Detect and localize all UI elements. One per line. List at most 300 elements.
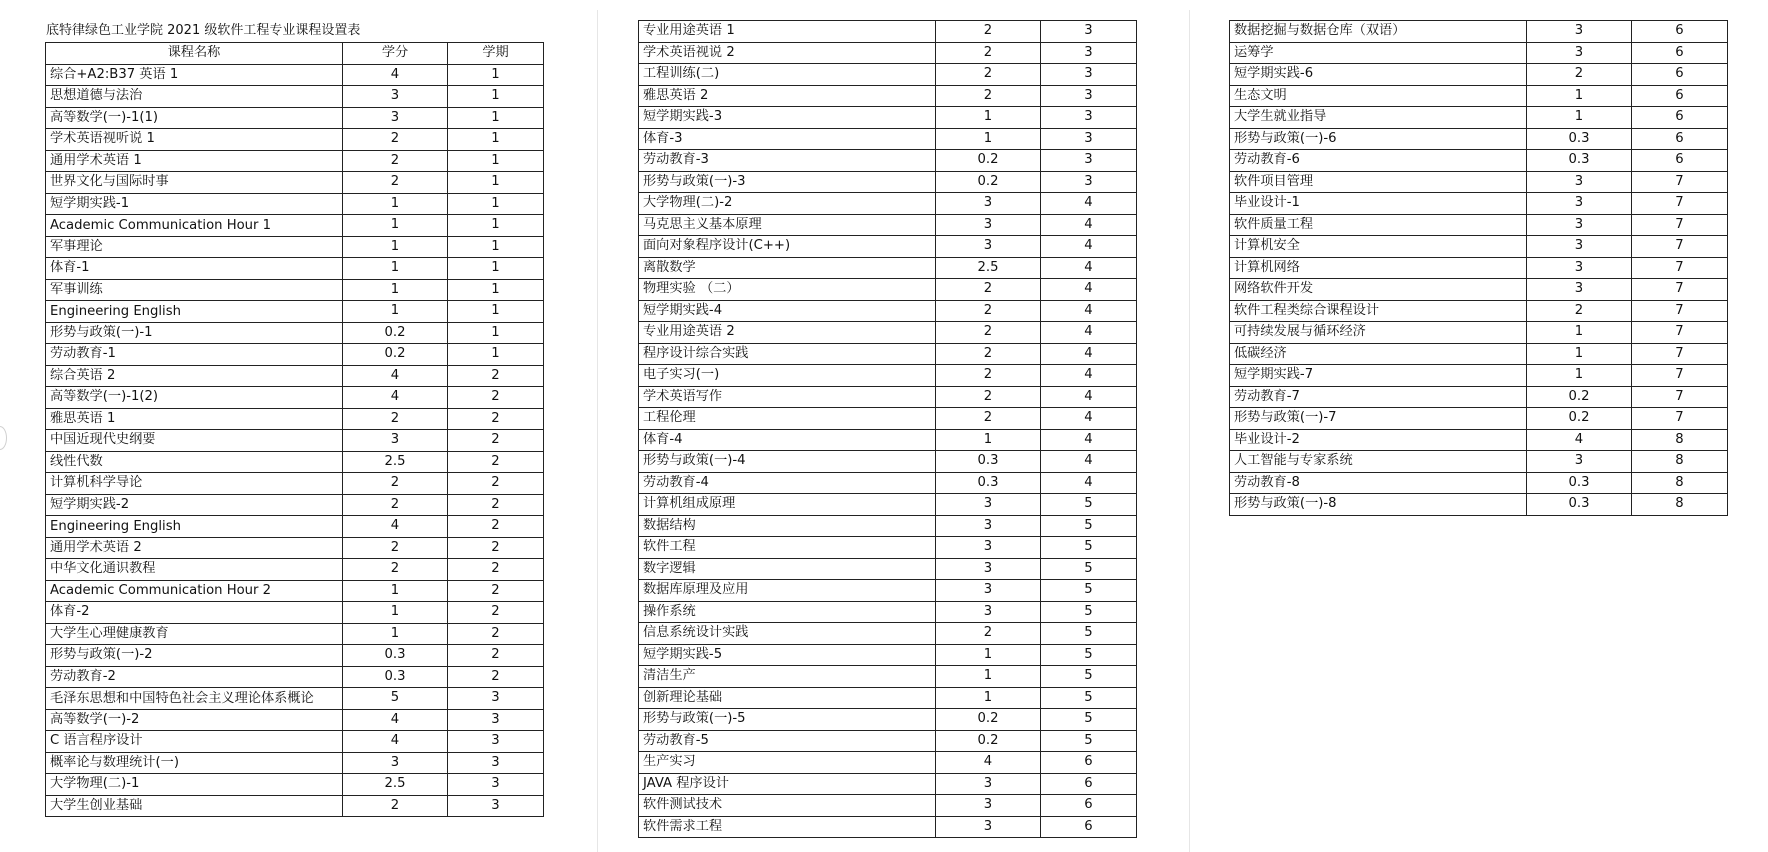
credit-cell: 3	[343, 86, 448, 108]
semester-cell: 7	[1632, 257, 1728, 279]
semester-cell: 4	[1041, 408, 1137, 430]
semester-cell: 3	[448, 709, 544, 731]
table-row	[639, 687, 1137, 709]
course-name-cell: 短学期实践-4	[639, 300, 936, 322]
table-row	[1230, 472, 1728, 494]
course-table-part-1	[45, 42, 544, 817]
credit-cell: 3	[936, 236, 1041, 258]
credit-cell: 2	[936, 21, 1041, 43]
course-name-cell: 体育-4	[639, 429, 936, 451]
semester-cell: 5	[1041, 730, 1137, 752]
table-row	[1230, 107, 1728, 129]
table-row	[1230, 21, 1728, 43]
credit-cell: 2	[1527, 300, 1632, 322]
credit-cell: 3	[936, 558, 1041, 580]
credit-cell: 3	[936, 537, 1041, 559]
table-row	[639, 150, 1137, 172]
semester-cell: 2	[448, 537, 544, 559]
semester-cell: 5	[1041, 709, 1137, 731]
credit-cell: 4	[343, 365, 448, 387]
semester-cell: 1	[448, 236, 544, 258]
table-row	[46, 731, 544, 753]
semester-cell: 7	[1632, 365, 1728, 387]
course-name-cell: 运筹学	[1230, 42, 1527, 64]
course-name-cell: 劳动教育-4	[639, 472, 936, 494]
credit-cell: 1	[343, 215, 448, 237]
course-name-cell: JAVA 程序设计	[639, 773, 936, 795]
semester-cell: 1	[448, 215, 544, 237]
course-name-cell: 高等数学(一)-1(2)	[46, 387, 343, 409]
table-row	[639, 300, 1137, 322]
course-name-cell: 软件质量工程	[1230, 214, 1527, 236]
credit-cell: 3	[936, 773, 1041, 795]
course-name-cell: 可持续发展与循环经济	[1230, 322, 1527, 344]
course-name-cell: 劳动教育-1	[46, 344, 343, 366]
semester-cell: 5	[1041, 558, 1137, 580]
semester-cell: 7	[1632, 408, 1728, 430]
table-row	[639, 21, 1137, 43]
table-row	[1230, 429, 1728, 451]
course-name-cell: 大学物理(二)-1	[46, 774, 343, 796]
table-row	[46, 150, 544, 172]
table-row	[46, 279, 544, 301]
semester-cell: 2	[448, 516, 544, 538]
course-name-cell: 短学期实践-6	[1230, 64, 1527, 86]
credit-cell: 4	[936, 752, 1041, 774]
semester-cell: 6	[1632, 85, 1728, 107]
semester-cell: 2	[448, 365, 544, 387]
table-row	[1230, 300, 1728, 322]
table-row	[639, 128, 1137, 150]
course-name-cell: 物理实验 （二）	[639, 279, 936, 301]
table-row	[46, 344, 544, 366]
credit-cell: 0.3	[1527, 128, 1632, 150]
credit-cell: 0.2	[1527, 386, 1632, 408]
table-row	[46, 537, 544, 559]
credit-cell: 2	[343, 172, 448, 194]
credit-cell: 1	[343, 279, 448, 301]
credit-cell: 3	[936, 580, 1041, 602]
table-row	[639, 537, 1137, 559]
semester-cell: 5	[1041, 515, 1137, 537]
semester-cell: 8	[1632, 472, 1728, 494]
header-course-name: 课程名称	[46, 43, 343, 65]
semester-cell: 3	[448, 752, 544, 774]
table-row	[1230, 128, 1728, 150]
course-name-cell: 形势与政策(一)-1	[46, 322, 343, 344]
table-row	[639, 171, 1137, 193]
semester-cell: 5	[1041, 580, 1137, 602]
credit-cell: 2	[936, 386, 1041, 408]
semester-cell: 7	[1632, 193, 1728, 215]
table-row	[46, 430, 544, 452]
course-name-cell: 数据结构	[639, 515, 936, 537]
credit-cell: 3	[1527, 279, 1632, 301]
table-row	[1230, 451, 1728, 473]
course-name-cell: 学术英语写作	[639, 386, 936, 408]
course-name-cell: 短学期实践-3	[639, 107, 936, 129]
credit-cell: 0.2	[343, 322, 448, 344]
credit-cell: 2	[343, 150, 448, 172]
course-name-cell: 形势与政策(一)-3	[639, 171, 936, 193]
credit-cell: 2.5	[936, 257, 1041, 279]
course-name-cell: 综合+A2:B37 英语 1	[46, 64, 343, 86]
semester-cell: 4	[1041, 451, 1137, 473]
course-name-cell: 数据库原理及应用	[639, 580, 936, 602]
table-row	[639, 365, 1137, 387]
table-row	[639, 64, 1137, 86]
semester-cell: 5	[1041, 623, 1137, 645]
column-separator	[597, 10, 598, 852]
table-header-row	[46, 43, 544, 65]
table-row	[46, 516, 544, 538]
course-table-part-2	[638, 20, 1137, 838]
header-credit: 学分	[343, 43, 448, 65]
credit-cell: 4	[343, 709, 448, 731]
semester-cell: 2	[448, 387, 544, 409]
scroll-handle-icon[interactable]	[0, 426, 7, 450]
credit-cell: 1	[343, 301, 448, 323]
course-name-cell: 形势与政策(一)-5	[639, 709, 936, 731]
credit-cell: 3	[936, 193, 1041, 215]
semester-cell: 3	[1041, 171, 1137, 193]
course-name-cell: 形势与政策(一)-7	[1230, 408, 1527, 430]
course-name-cell: 程序设计综合实践	[639, 343, 936, 365]
course-name-cell: 体育-1	[46, 258, 343, 280]
semester-cell: 2	[448, 602, 544, 624]
semester-cell: 4	[1041, 472, 1137, 494]
semester-cell: 1	[448, 193, 544, 215]
table-row	[46, 215, 544, 237]
course-name-cell: 劳动教育-3	[639, 150, 936, 172]
course-name-cell: 劳动教育-6	[1230, 150, 1527, 172]
course-name-cell: 计算机网络	[1230, 257, 1527, 279]
semester-cell: 1	[448, 301, 544, 323]
course-name-cell: 大学生就业指导	[1230, 107, 1527, 129]
course-name-cell: 电子实习(一)	[639, 365, 936, 387]
semester-cell: 3	[1041, 85, 1137, 107]
credit-cell: 2	[936, 64, 1041, 86]
semester-cell: 5	[1041, 687, 1137, 709]
table-row	[46, 64, 544, 86]
credit-cell: 2	[936, 623, 1041, 645]
semester-cell: 4	[1041, 257, 1137, 279]
credit-cell: 0.3	[1527, 150, 1632, 172]
credit-cell: 3	[936, 515, 1041, 537]
table-row	[639, 42, 1137, 64]
course-name-cell: C 语言程序设计	[46, 731, 343, 753]
course-name-cell: 线性代数	[46, 451, 343, 473]
credit-cell: 2	[936, 279, 1041, 301]
credit-cell: 3	[1527, 257, 1632, 279]
semester-cell: 7	[1632, 279, 1728, 301]
course-name-cell: 毛泽东思想和中国特色社会主义理论体系概论	[46, 688, 343, 710]
semester-cell: 3	[448, 731, 544, 753]
table-row	[46, 752, 544, 774]
course-name-cell: 形势与政策(一)-4	[639, 451, 936, 473]
credit-cell: 2	[343, 537, 448, 559]
semester-cell: 4	[1041, 365, 1137, 387]
credit-cell: 0.2	[936, 709, 1041, 731]
credit-cell: 4	[343, 516, 448, 538]
credit-cell: 2	[936, 365, 1041, 387]
course-name-cell: 网络软件开发	[1230, 279, 1527, 301]
table-row	[46, 322, 544, 344]
credit-cell: 3	[1527, 236, 1632, 258]
credit-cell: 0.3	[936, 472, 1041, 494]
table-row	[1230, 408, 1728, 430]
table-row	[46, 301, 544, 323]
course-name-cell: 通用学术英语 2	[46, 537, 343, 559]
course-name-cell: 形势与政策(一)-2	[46, 645, 343, 667]
semester-cell: 6	[1632, 64, 1728, 86]
course-name-cell: 专业用途英语 1	[639, 21, 936, 43]
course-name-cell: 大学生创业基础	[46, 795, 343, 817]
course-name-cell: 软件测试技术	[639, 795, 936, 817]
course-name-cell: 离散数学	[639, 257, 936, 279]
table-row	[639, 709, 1137, 731]
credit-cell: 3	[1527, 21, 1632, 43]
semester-cell: 1	[448, 172, 544, 194]
credit-cell: 3	[1527, 214, 1632, 236]
course-name-cell: 软件项目管理	[1230, 171, 1527, 193]
credit-cell: 3	[1527, 42, 1632, 64]
credit-cell: 1	[1527, 343, 1632, 365]
semester-cell: 6	[1632, 21, 1728, 43]
credit-cell: 0.3	[1527, 494, 1632, 516]
semester-cell: 4	[1041, 279, 1137, 301]
credit-cell: 3	[1527, 451, 1632, 473]
course-name-cell: 劳动教育-7	[1230, 386, 1527, 408]
course-name-cell: 数据挖掘与数据仓库（双语）	[1230, 21, 1527, 43]
table-row	[46, 258, 544, 280]
table-row	[639, 193, 1137, 215]
course-name-cell: 专业用途英语 2	[639, 322, 936, 344]
table-row	[639, 601, 1137, 623]
table-row	[639, 623, 1137, 645]
table-row	[46, 129, 544, 151]
table-row	[639, 644, 1137, 666]
course-name-cell: 体育-3	[639, 128, 936, 150]
semester-cell: 7	[1632, 386, 1728, 408]
semester-cell: 1	[448, 322, 544, 344]
credit-cell: 2.5	[343, 451, 448, 473]
credit-cell: 2	[936, 300, 1041, 322]
table-row	[46, 451, 544, 473]
table-row	[639, 386, 1137, 408]
semester-cell: 3	[1041, 107, 1137, 129]
course-name-cell: 思想道德与法治	[46, 86, 343, 108]
course-name-cell: 人工智能与专家系统	[1230, 451, 1527, 473]
credit-cell: 4	[343, 387, 448, 409]
credit-cell: 3	[1527, 193, 1632, 215]
course-name-cell: 短学期实践-5	[639, 644, 936, 666]
table-row	[46, 408, 544, 430]
table-row	[46, 473, 544, 495]
credit-cell: 3	[343, 752, 448, 774]
course-name-cell: Engineering English	[46, 516, 343, 538]
credit-cell: 3	[936, 795, 1041, 817]
credit-cell: 4	[343, 64, 448, 86]
course-name-cell: 中华文化通识教程	[46, 559, 343, 581]
table-row	[1230, 322, 1728, 344]
semester-cell: 4	[1041, 386, 1137, 408]
credit-cell: 1	[343, 236, 448, 258]
credit-cell: 0.2	[1527, 408, 1632, 430]
semester-cell: 3	[448, 774, 544, 796]
semester-cell: 1	[448, 64, 544, 86]
semester-cell: 6	[1632, 107, 1728, 129]
course-name-cell: 通用学术英语 1	[46, 150, 343, 172]
course-name-cell: 体育-2	[46, 602, 343, 624]
course-name-cell: 形势与政策(一)-8	[1230, 494, 1527, 516]
course-name-cell: 工程训练(二)	[639, 64, 936, 86]
semester-cell: 2	[448, 451, 544, 473]
column-separator	[1189, 10, 1190, 852]
semester-cell: 1	[448, 344, 544, 366]
credit-cell: 1	[936, 128, 1041, 150]
semester-cell: 8	[1632, 429, 1728, 451]
credit-cell: 3	[936, 601, 1041, 623]
course-name-cell: 形势与政策(一)-6	[1230, 128, 1527, 150]
credit-cell: 1	[343, 623, 448, 645]
semester-cell: 2	[448, 494, 544, 516]
table-row	[46, 236, 544, 258]
credit-cell: 0.3	[343, 645, 448, 667]
semester-cell: 6	[1041, 752, 1137, 774]
credit-cell: 1	[936, 666, 1041, 688]
course-name-cell: 概率论与数理统计(一)	[46, 752, 343, 774]
course-name-cell: 计算机科学导论	[46, 473, 343, 495]
table-row	[1230, 365, 1728, 387]
credit-cell: 2	[1527, 64, 1632, 86]
credit-cell: 3	[936, 494, 1041, 516]
table-row	[639, 408, 1137, 430]
table-row	[1230, 193, 1728, 215]
course-name-cell: 劳动教育-2	[46, 666, 343, 688]
course-name-cell: 中国近现代史纲要	[46, 430, 343, 452]
semester-cell: 5	[1041, 537, 1137, 559]
credit-cell: 2	[343, 494, 448, 516]
semester-cell: 3	[1041, 21, 1137, 43]
course-name-cell: 马克思主义基本原理	[639, 214, 936, 236]
table-row	[639, 451, 1137, 473]
table-row	[639, 773, 1137, 795]
table-row	[1230, 85, 1728, 107]
course-name-cell: 数字逻辑	[639, 558, 936, 580]
course-name-cell: 创新理论基础	[639, 687, 936, 709]
semester-cell: 7	[1632, 300, 1728, 322]
course-name-cell: 大学物理(二)-2	[639, 193, 936, 215]
table-row	[639, 279, 1137, 301]
table-row	[46, 494, 544, 516]
table-row	[46, 580, 544, 602]
credit-cell: 2	[936, 322, 1041, 344]
credit-cell: 1	[343, 193, 448, 215]
table-row	[46, 387, 544, 409]
semester-cell: 1	[448, 258, 544, 280]
course-name-cell: 面向对象程序设计(C++)	[639, 236, 936, 258]
course-name-cell: 军事理论	[46, 236, 343, 258]
table-row	[639, 494, 1137, 516]
course-name-cell: 雅思英语 1	[46, 408, 343, 430]
table-row	[639, 85, 1137, 107]
semester-cell: 4	[1041, 214, 1137, 236]
credit-cell: 2	[936, 85, 1041, 107]
semester-cell: 4	[1041, 343, 1137, 365]
credit-cell: 4	[1527, 429, 1632, 451]
course-name-cell: 综合英语 2	[46, 365, 343, 387]
credit-cell: 2	[936, 343, 1041, 365]
table-row	[1230, 150, 1728, 172]
semester-cell: 4	[1041, 300, 1137, 322]
course-name-cell: 清洁生产	[639, 666, 936, 688]
table-row	[46, 107, 544, 129]
course-name-cell: 军事训练	[46, 279, 343, 301]
credit-cell: 5	[343, 688, 448, 710]
course-name-cell: 软件需求工程	[639, 816, 936, 838]
credit-cell: 0.2	[936, 730, 1041, 752]
semester-cell: 2	[448, 473, 544, 495]
course-name-cell: 学术英语视说 2	[639, 42, 936, 64]
table-row	[46, 774, 544, 796]
table-row	[639, 429, 1137, 451]
semester-cell: 6	[1041, 773, 1137, 795]
credit-cell: 1	[1527, 322, 1632, 344]
credit-cell: 1	[936, 107, 1041, 129]
table-row	[46, 559, 544, 581]
course-name-cell: 大学生心理健康教育	[46, 623, 343, 645]
semester-cell: 5	[1041, 666, 1137, 688]
semester-cell: 7	[1632, 171, 1728, 193]
course-name-cell: 劳动教育-5	[639, 730, 936, 752]
semester-cell: 6	[1041, 816, 1137, 838]
credit-cell: 2	[343, 795, 448, 817]
table-row	[639, 472, 1137, 494]
semester-cell: 6	[1632, 128, 1728, 150]
credit-cell: 3	[1527, 171, 1632, 193]
credit-cell: 0.3	[1527, 472, 1632, 494]
semester-cell: 1	[448, 107, 544, 129]
course-name-cell: 劳动教育-8	[1230, 472, 1527, 494]
semester-cell: 2	[448, 408, 544, 430]
semester-cell: 4	[1041, 429, 1137, 451]
credit-cell: 1	[1527, 107, 1632, 129]
credit-cell: 4	[343, 731, 448, 753]
credit-cell: 2	[343, 559, 448, 581]
semester-cell: 1	[448, 150, 544, 172]
table-row	[639, 666, 1137, 688]
semester-cell: 2	[448, 430, 544, 452]
course-table-part-3	[1229, 20, 1728, 516]
course-name-cell: 生产实习	[639, 752, 936, 774]
table-row	[639, 236, 1137, 258]
semester-cell: 1	[448, 86, 544, 108]
table-row	[639, 343, 1137, 365]
course-name-cell: 短学期实践-7	[1230, 365, 1527, 387]
credit-cell: 3	[343, 107, 448, 129]
credit-cell: 0.2	[936, 171, 1041, 193]
table-row	[46, 666, 544, 688]
course-name-cell: 信息系统设计实践	[639, 623, 936, 645]
semester-cell: 5	[1041, 644, 1137, 666]
semester-cell: 3	[1041, 128, 1137, 150]
table-row	[639, 580, 1137, 602]
course-name-cell: 毕业设计-2	[1230, 429, 1527, 451]
course-name-cell: Academic Communication Hour 1	[46, 215, 343, 237]
credit-cell: 1	[936, 429, 1041, 451]
document-title: 底特律绿色工业学院 2021 级软件工程专业课程设置表	[46, 23, 361, 38]
